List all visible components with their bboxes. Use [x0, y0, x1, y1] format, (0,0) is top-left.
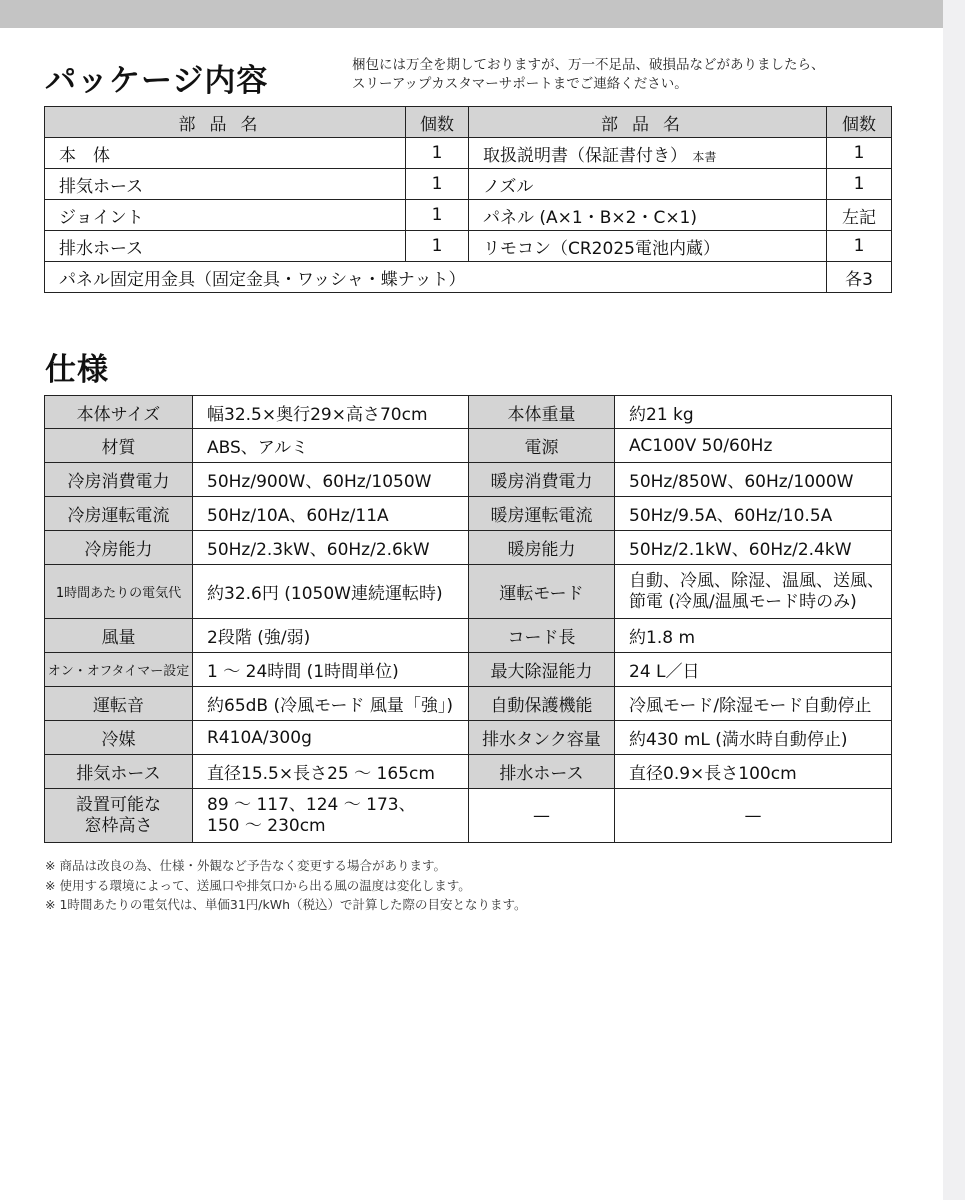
table-row — [45, 463, 892, 497]
spec-label: 風量 — [45, 619, 193, 653]
spec-value: 50Hz/2.3kW、60Hz/2.6kW — [193, 531, 469, 565]
header-part-name: 部品名 — [469, 107, 827, 138]
header-count: 個数 — [406, 107, 469, 138]
spec-label: 冷房運転電流 — [45, 497, 193, 531]
header-part-name: 部品名 — [45, 107, 406, 138]
table-row — [45, 200, 892, 231]
spec-value: 冷風モード/除湿モード自動停止 — [615, 687, 892, 721]
part-count: 1 — [827, 231, 892, 262]
spec-value: 直径0.9×長さ100cm — [615, 755, 892, 789]
part-name: リモコン（CR2025電池内蔵） — [469, 231, 827, 262]
spec-value: 50Hz/900W、60Hz/1050W — [193, 463, 469, 497]
spec-value: 自動、冷風、除湿、温風、送風、 節電 (冷風/温風モード時のみ) — [615, 565, 892, 619]
part-count: 1 — [406, 231, 469, 262]
table-row — [45, 531, 892, 565]
part-count: 1 — [406, 200, 469, 231]
table-row — [45, 755, 892, 789]
table-row — [45, 653, 892, 687]
table-row — [45, 789, 892, 843]
spec-label: 排気ホース — [45, 755, 193, 789]
part-name-suffix: 本書 — [692, 149, 717, 164]
spec-label: 暖房能力 — [469, 531, 615, 565]
spec-value: 50Hz/850W、60Hz/1000W — [615, 463, 892, 497]
table-row — [45, 497, 892, 531]
spec-label: 冷房消費電力 — [45, 463, 193, 497]
part-count: 1 — [406, 138, 469, 169]
part-count: 左記 — [827, 200, 892, 231]
part-name: 取扱説明書（保証書付き） 本書 — [469, 138, 827, 169]
package-table — [44, 106, 892, 293]
footnote: ※ 1時間あたりの電気代は、単価31円/kWh（税込）で計算した際の目安となります。 — [45, 897, 527, 912]
part-name: ジョイント — [45, 200, 406, 231]
spec-label: 設置可能な 窓枠高さ — [45, 789, 193, 843]
table-row — [45, 429, 892, 463]
spec-label: 運転音 — [45, 687, 193, 721]
spec-value: 24 L／日 — [615, 653, 892, 687]
top-bar — [0, 0, 943, 28]
spec-label: 材質 — [45, 429, 193, 463]
footnote: ※ 使用する環境によって、送風口や排気口から出る風の温度は変化します。 — [45, 877, 471, 893]
table-row — [45, 396, 892, 429]
table-row — [45, 687, 892, 721]
spec-label: 排水タンク容量 — [469, 721, 615, 755]
part-count: 各3 — [827, 262, 892, 293]
spec-label-empty: — — [469, 789, 615, 843]
spec-value-empty: — — [615, 789, 892, 843]
package-note: 梱包には万全を期しておりますが、万一不足品、破損品などがありましたら、 スリーアップカスタマーサポートまでご連絡ください。 — [352, 57, 825, 92]
spec-label: 暖房消費電力 — [469, 463, 615, 497]
spec-label: 1時間あたりの電気代 — [45, 565, 193, 619]
spec-value: 89 ～ 117、124 ～ 173、 150 ～ 230cm — [193, 789, 469, 843]
spec-label: 運転モード — [469, 565, 615, 619]
spec-value: 約32.6円 (1050W連続運転時) — [193, 565, 469, 619]
spec-value: 50Hz/9.5A、60Hz/10.5A — [615, 497, 892, 531]
table-row — [45, 138, 892, 169]
part-count: 1 — [406, 169, 469, 200]
spec-label: 自動保護機能 — [469, 687, 615, 721]
spec-label: 暖房運転電流 — [469, 497, 615, 531]
footnotes — [45, 856, 527, 915]
spec-label: 排水ホース — [469, 755, 615, 789]
spec-label: 本体重量 — [469, 396, 615, 429]
spec-value: 50Hz/10A、60Hz/11A — [193, 497, 469, 531]
spec-value: AC100V 50/60Hz — [615, 429, 892, 463]
table-row — [45, 231, 892, 262]
table-row — [45, 169, 892, 200]
spec-value: 50Hz/2.1kW、60Hz/2.4kW — [615, 531, 892, 565]
part-count: 1 — [827, 138, 892, 169]
spec-value: 約430 mL (満水時自動停止) — [615, 721, 892, 755]
spec-value: 2段階 (強/弱) — [193, 619, 469, 653]
header-count: 個数 — [827, 107, 892, 138]
spec-table — [44, 395, 892, 843]
spec-title: 仕様 — [45, 352, 109, 388]
package-title: パッケージ内容 — [45, 63, 269, 99]
part-name: パネル固定用金具（固定金具・ワッシャ・蝶ナット） — [45, 262, 827, 293]
table-row — [45, 565, 892, 619]
part-count: 1 — [827, 169, 892, 200]
part-name: 排気ホース — [45, 169, 406, 200]
scrollbar-track[interactable] — [943, 0, 965, 1200]
spec-label: 最大除湿能力 — [469, 653, 615, 687]
table-row — [45, 262, 892, 293]
spec-value: 約21 kg — [615, 396, 892, 429]
spec-label: 冷房能力 — [45, 531, 193, 565]
spec-label: コード長 — [469, 619, 615, 653]
spec-value: 直径15.5×長さ25 ～ 165cm — [193, 755, 469, 789]
spec-label: 本体サイズ — [45, 396, 193, 429]
spec-label: 冷媒 — [45, 721, 193, 755]
part-name: ノズル — [469, 169, 827, 200]
spec-value: ABS、アルミ — [193, 429, 469, 463]
spec-label: 電源 — [469, 429, 615, 463]
spec-value: 1 ～ 24時間 (1時間単位) — [193, 653, 469, 687]
table-row — [45, 721, 892, 755]
part-name: 排水ホース — [45, 231, 406, 262]
spec-value: 約65dB (冷風モード 風量「強」) — [193, 687, 469, 721]
spec-value: 幅32.5×奥行29×高さ70cm — [193, 396, 469, 429]
spec-label: オン・オフタイマー設定 — [45, 653, 193, 687]
spec-value: R410A/300g — [193, 721, 469, 755]
part-name: パネル (A×1・B×2・C×1) — [469, 200, 827, 231]
package-header-row — [45, 107, 892, 138]
spec-value: 約1.8 m — [615, 619, 892, 653]
footnote: ※ 商品は改良の為、仕様・外観など予告なく変更する場合があります。 — [45, 858, 446, 873]
table-row — [45, 619, 892, 653]
part-name: 本 体 — [45, 138, 406, 169]
